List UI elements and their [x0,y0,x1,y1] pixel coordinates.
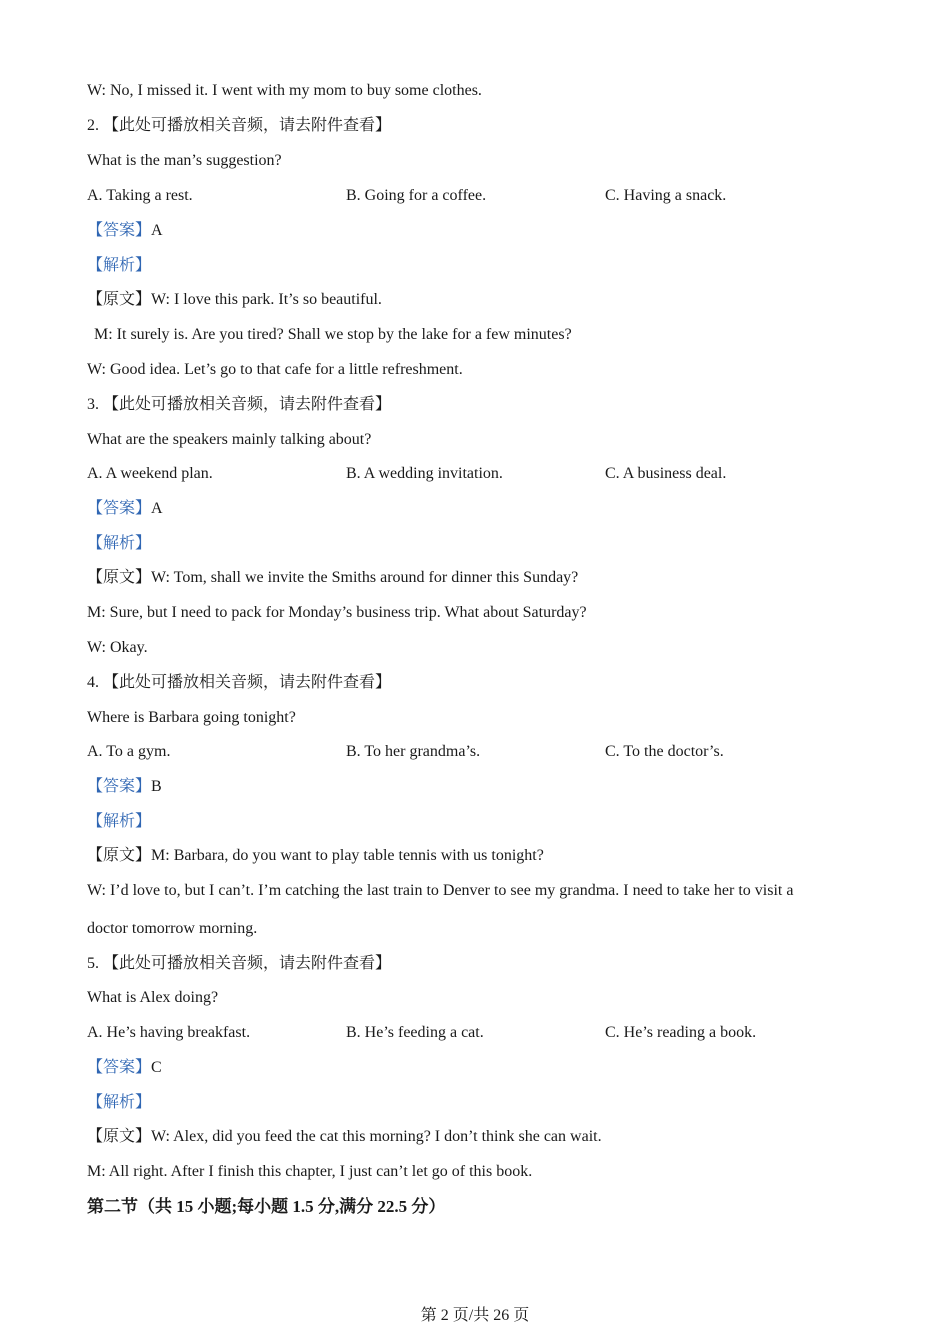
question-4-header [87,673,391,693]
question-2-header [87,116,391,136]
option-b: B. To her grandma’s. [346,743,481,760]
transcript-line: doctor tomorrow morning. [87,920,258,937]
transcript-text: W: Tom, shall we invite the Smiths around for dinner this Sunday? [151,569,579,586]
answer-tag: 【答案】 [87,222,152,239]
answer-tag: 【答案】 [87,500,152,517]
transcript-text: M: Barbara, do you want to play table tennis with us tonight? [151,847,544,864]
question-2-stem: What is the man’s suggestion? [87,152,282,169]
question-5-stem: What is Alex doing? [87,989,219,1006]
page-number-footer: 第 2 页/共 26 页 [420,1307,530,1324]
audio-note: 【此处可播放相关音频，请去附件查看】 [103,674,392,691]
analysis-tag: 【解析】 [87,535,152,552]
question-number: 5. [87,955,99,972]
transcript-line: W: I’d love to, but I can’t. I’m catching the last train to Denver to see my grandma. I need to take her to visit a [87,882,794,899]
question-number: 4. [87,674,99,691]
answer-line [87,221,163,241]
transcript-text: W: Alex, did you feed the cat this morning? I don’t think she can wait. [151,1128,602,1145]
transcript-line [87,1127,602,1147]
answer-value: A [151,222,163,239]
answer-line [87,777,162,797]
question-number: 2. [87,117,99,134]
audio-note: 【此处可播放相关音频，请去附件查看】 [103,117,392,134]
transcript-line: M: All right. After I finish this chapter, I just can’t let go of this book. [87,1163,533,1180]
transcript-line [87,846,544,866]
option-a: A. Taking a rest. [87,187,193,204]
question-number: 3. [87,396,99,413]
option-a: A. To a gym. [87,743,171,760]
answer-value: A [151,500,163,517]
transcript-line [87,290,382,310]
section-heading: 第二节（共 15 小题;每小题 1.5 分,满分 22.5 分） [87,1197,446,1216]
option-b: B. He’s feeding a cat. [346,1024,484,1041]
option-b: B. Going for a coffee. [346,187,487,204]
analysis-tag: 【解析】 [87,1094,152,1111]
answer-line [87,1058,162,1078]
audio-note: 【此处可播放相关音频，请去附件查看】 [103,955,392,972]
analysis-tag: 【解析】 [87,257,152,274]
option-c: C. To the doctor’s. [605,743,724,760]
transcript-line: M: Sure, but I need to pack for Monday’s business trip. What about Saturday? [87,604,587,621]
transcript-tag: 【原文】 [87,569,152,586]
transcript-line: W: Okay. [87,639,148,656]
answer-value: B [151,778,162,795]
option-c: C. He’s reading a book. [605,1024,757,1041]
answer-value: C [151,1059,162,1076]
transcript-line: M: It surely is. Are you tired? Shall we stop by the lake for a few minutes? [94,326,572,343]
transcript-tag: 【原文】 [87,1128,152,1145]
transcript-line [87,568,578,588]
option-b: B. A wedding invitation. [346,465,503,482]
answer-line [87,499,163,519]
question-3-stem: What are the speakers mainly talking about? [87,431,372,448]
option-c: C. Having a snack. [605,187,727,204]
option-a: A. He’s having breakfast. [87,1024,251,1041]
transcript-line: W: Good idea. Let’s go to that cafe for a little refreshment. [87,361,463,378]
transcript-text: W: I love this park. It’s so beautiful. [151,291,382,308]
option-c: C. A business deal. [605,465,727,482]
question-4-stem: Where is Barbara going tonight? [87,709,296,726]
question-5-header [87,954,391,974]
dialogue-line: W: No, I missed it. I went with my mom to buy some clothes. [87,82,482,99]
answer-tag: 【答案】 [87,1059,152,1076]
option-a: A. A weekend plan. [87,465,213,482]
question-3-header [87,395,391,415]
analysis-tag: 【解析】 [87,813,152,830]
transcript-tag: 【原文】 [87,291,152,308]
answer-tag: 【答案】 [87,778,152,795]
transcript-tag: 【原文】 [87,847,152,864]
audio-note: 【此处可播放相关音频，请去附件查看】 [103,396,392,413]
